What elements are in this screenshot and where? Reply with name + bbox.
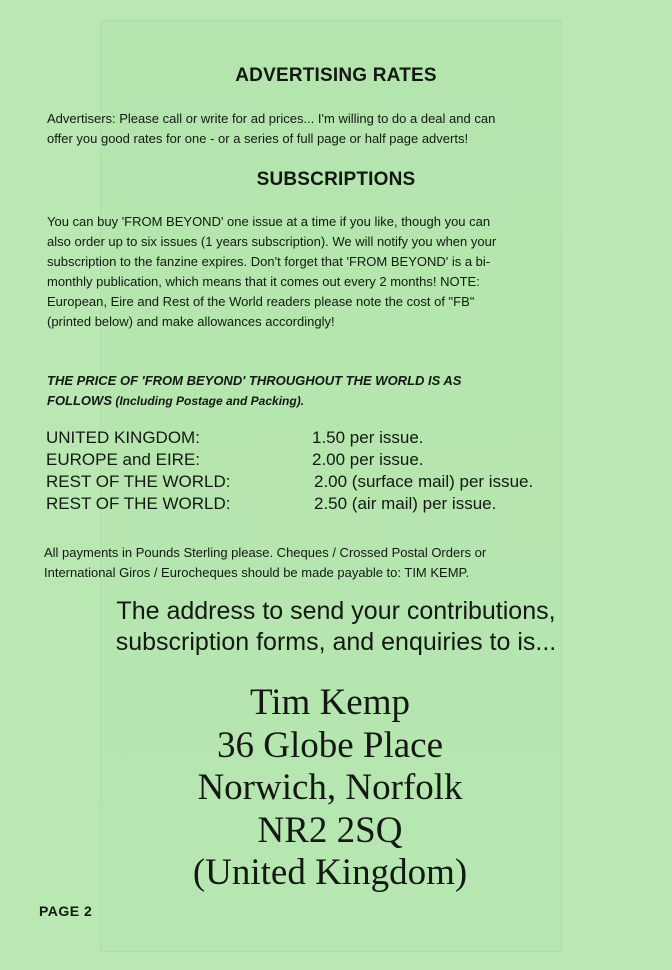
region-label: REST OF THE WORLD: [46, 472, 231, 491]
address-country: (United Kingdom) [192, 852, 468, 893]
region-label: REST OF THE WORLD: [46, 494, 231, 513]
text-line: offer you good rates for one - or a series of full page or half page adverts! [47, 131, 469, 146]
price-row [46, 472, 636, 494]
text-line: European, Eire and Rest of the World readers please note the cost of "FB" [47, 294, 475, 309]
region-label: EUROPE and EIRE: [46, 450, 201, 469]
page-number: PAGE 2 [39, 903, 93, 919]
price-row [46, 450, 636, 472]
advertising-paragraph [47, 109, 627, 149]
price-intro [47, 371, 627, 411]
price-row [46, 428, 636, 450]
text-line: You can buy 'FROM BEYOND' one issue at a time if you like, though you can [47, 214, 491, 229]
address-street: 36 Globe Place [216, 724, 444, 766]
text-line: Advertisers: Please call or write for ad prices... I'm willing to do a deal and can [47, 111, 496, 126]
text-line: All payments in Pounds Sterling please. Cheques / Crossed Postal Orders or [44, 545, 487, 560]
price-intro-line: FOLLOWS (Including Postage and Packing). [47, 393, 305, 408]
text-line: International Giros / Eurocheques should be made payable to: TIM KEMP. [44, 565, 470, 580]
payment-paragraph [44, 543, 626, 583]
address-name: Tim Kemp [249, 682, 411, 723]
text-line: also order up to six issues (1 years subscription). We will notify you when your [47, 234, 497, 249]
price-value: 1.50 per issue. [312, 428, 424, 447]
address-city: Norwich, Norfolk [197, 767, 463, 808]
postal-address [0, 682, 660, 895]
address-intro [0, 596, 672, 658]
price-value: 2.00 (surface mail) per issue. [314, 472, 534, 491]
text-line: monthly publication, which means that it comes out every 2 months! NOTE: [47, 274, 480, 289]
price-intro-line: THE PRICE OF 'FROM BEYOND' THROUGHOUT THE WORLD IS AS [47, 373, 462, 388]
text-line: subscription to the fanzine expires. Don't forget that 'FROM BEYOND' is a bi- [47, 254, 491, 269]
address-postcode: NR2 2SQ [257, 809, 403, 851]
region-label: UNITED KINGDOM: [46, 428, 200, 447]
address-intro-line: The address to send your contributions, [116, 597, 556, 625]
price-table [46, 428, 636, 516]
advertising-heading: ADVERTISING RATES [235, 65, 437, 86]
price-value: 2.50 (air mail) per issue. [314, 494, 497, 513]
price-value: 2.00 per issue. [312, 450, 424, 469]
subscriptions-paragraph [47, 212, 627, 332]
subscriptions-heading: SUBSCRIPTIONS [256, 169, 416, 190]
text-line: (printed below) and make allowances accordingly! [47, 314, 335, 329]
price-row [46, 494, 636, 516]
address-intro-line: subscription forms, and enquiries to is... [115, 628, 557, 656]
